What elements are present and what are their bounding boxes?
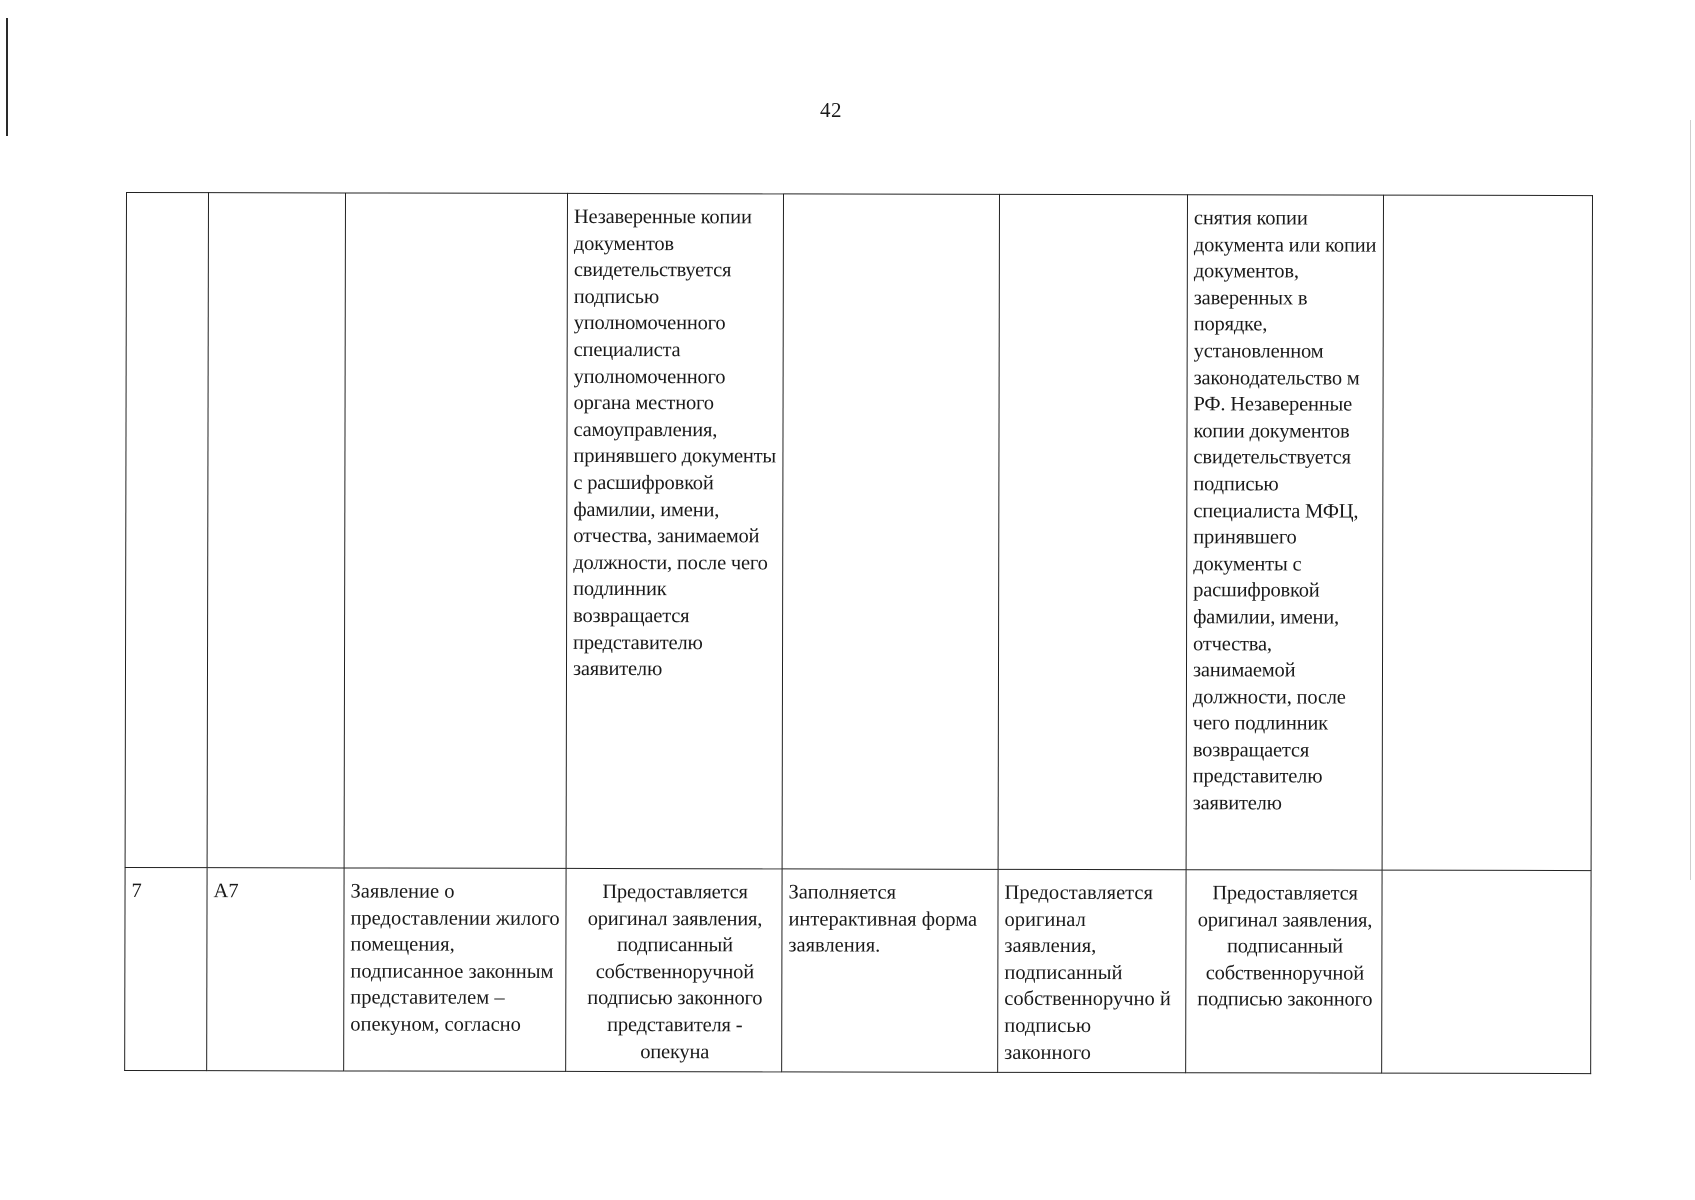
table-cell-code: А7 (207, 868, 344, 1071)
scan-edge-line (1690, 120, 1691, 880)
table-cell-document (344, 193, 567, 868)
table-cell-extra (1382, 870, 1591, 1073)
table-cell-mail: Предоставляется оригинал заявления, подписанный собственноручно й подписью законного (998, 869, 1186, 1072)
table-cell-mail (998, 194, 1187, 869)
table-cell-mfc: снятия копии документа или копии документов, заверенных в порядке, установленном законодательство м РФ. Незаверенные копии документов свидетельствуется подписью специалиста МФЦ, принявшего документы с расшифровкой фамилии, имени, отчества, занимаемой должности, после чего подлинник возвращается представителю заявителю (1186, 195, 1383, 870)
table-cell-mfc: Предоставляется оригинал заявления, подписанный собственноручной подписью законного (1186, 870, 1382, 1073)
document-table (124, 192, 1593, 1074)
table-cell-extra (1382, 195, 1592, 870)
table-cell-in-person: Предоставляется оригинал заявления, подписанный собственноручной подписью законного представителя - опекуна (566, 868, 782, 1071)
table-cell-document: Заявление о предоставлении жилого помещения, подписанное законным представителем – опекуном, согласно (344, 868, 566, 1071)
table-cell-electronic: Заполняется интерактивная форма заявления. (782, 869, 998, 1072)
table-cell-in-person: Незаверенные копии документов свидетельствуется подписью уполномоченного специалиста уполномоченного органа местного самоуправления, принявшего документы с расшифровкой фамилии, имени, отчества, занимаемой должности, после чего подлинник возвращается представителю заявителю (566, 193, 783, 868)
table-cell-number: 7 (125, 867, 207, 1070)
table-row (125, 867, 1591, 1073)
page-number: 42 (820, 98, 842, 122)
table-cell-number (125, 193, 208, 868)
table-row (125, 193, 1592, 871)
table-cell-electronic (782, 194, 999, 869)
scan-edge-mark (6, 18, 8, 136)
table-cell-code (207, 193, 345, 868)
